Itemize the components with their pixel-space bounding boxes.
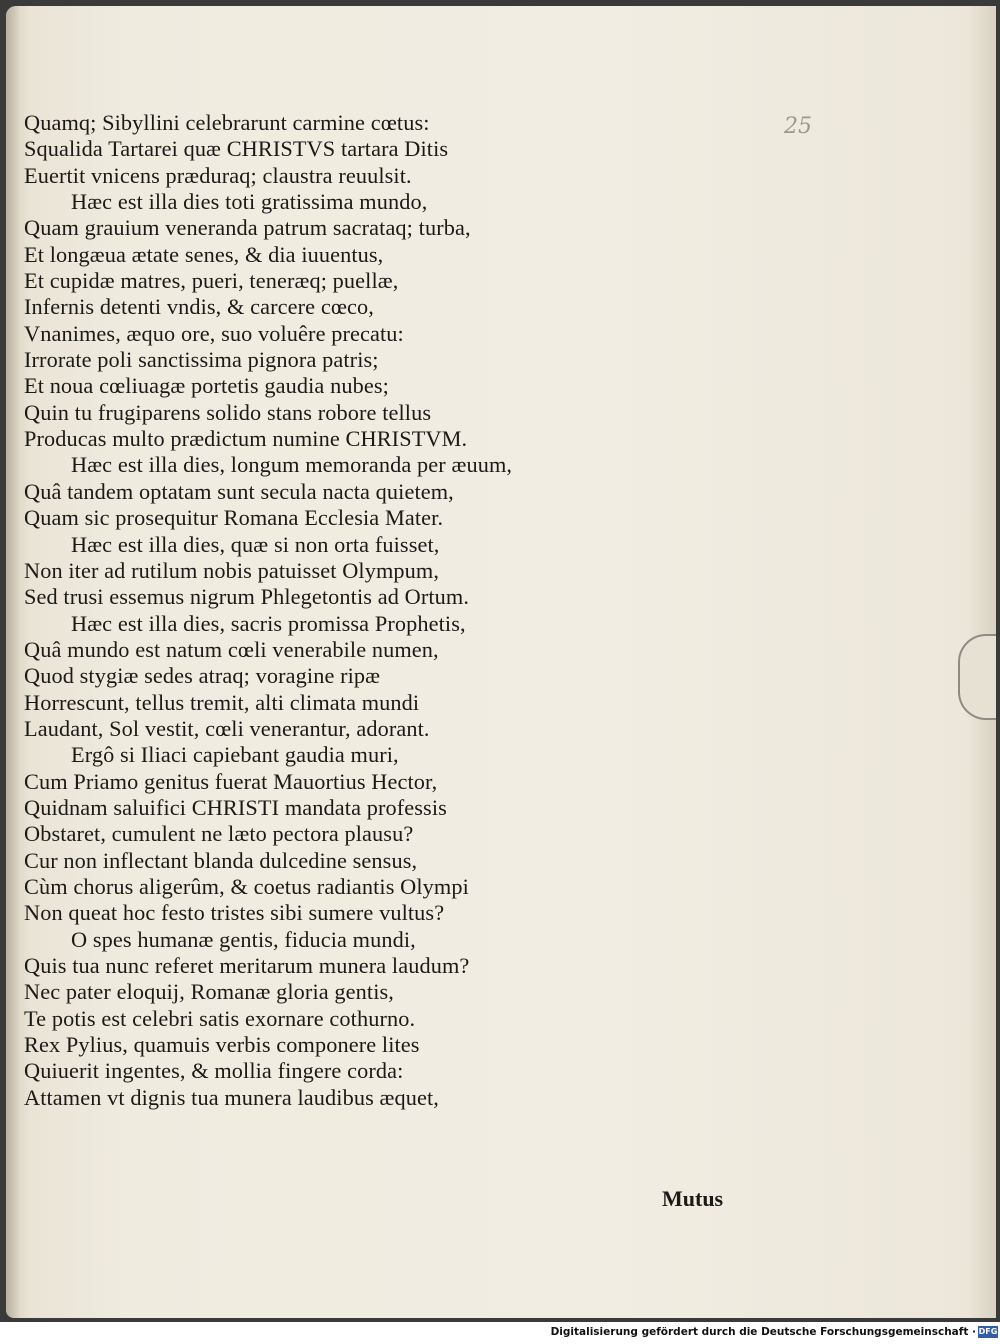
verse-line: Quod stygiæ sedes atraq; voragine ripæ <box>24 663 381 689</box>
dfg-logo-icon: DFG <box>978 1327 998 1336</box>
verse-line: Attamen vt dignis tua munera laudibus æquet, <box>24 1084 439 1110</box>
verse-line: Quâ mundo est natum cœli venerabile numen, <box>24 636 439 662</box>
verse-line: Euertit vnicens præduraq; claustra reuulsit. <box>24 162 412 188</box>
footer-bar <box>0 1322 1000 1344</box>
page-number: 25 <box>784 114 812 139</box>
verse-line: Hæc est illa dies, longum memoranda per æuum, <box>71 452 513 478</box>
verse-line: Et noua cœliuagæ portetis gaudia nubes; <box>24 373 389 399</box>
verse-line: Infernis detenti vndis, & carcere cœco, <box>24 294 374 320</box>
verse-line: Horrescunt, tellus tremit, alti climata mundi <box>24 689 420 715</box>
verse-line: Et cupidæ matres, pueri, teneræq; puellæ, <box>24 268 399 294</box>
verse-line: Cùm chorus aligerûm, & coetus radiantis Olympi <box>24 873 469 899</box>
verse-line: Vnanimes, æquo ore, suo voluêre precatu: <box>24 320 404 346</box>
verse-line: Laudant, Sol vestit, cœli venerantur, adorant. <box>24 715 430 741</box>
verse-line: Cur non inflectant blanda dulcedine sensus, <box>24 847 418 873</box>
verse-line: Non iter ad rutilum nobis patuisset Olympum, <box>24 557 439 583</box>
verse-line: Quam sic prosequitur Romana Ecclesia Mater. <box>24 505 444 531</box>
verse-line: Sed trusi essemus nigrum Phlegetontis ad Ortum. <box>24 584 470 610</box>
verse-line: Cum Priamo genitus fuerat Mauortius Hector, <box>24 768 438 794</box>
verse-line: Irrorate poli sanctissima pignora patris; <box>24 347 379 373</box>
funding-notice: Digitalisierung gefördert durch die Deutsche Forschungsgemeinschaft · <box>550 1326 976 1338</box>
verse-line: Quâ tandem optatam sunt secula nacta quietem, <box>24 478 454 504</box>
verse-line: Hæc est illa dies, quæ si non orta fuisset, <box>71 531 440 557</box>
verse-line: Obstaret, cumulent ne læto pectora plausu? <box>24 821 414 847</box>
verse-line: Quin tu frugiparens solido stans robore tellus <box>24 399 432 425</box>
verse-line: Te potis est celebri satis exornare cothurno. <box>24 1005 416 1031</box>
verse-line: Hæc est illa dies toti gratissima mundo, <box>71 189 428 215</box>
verse-line: Quidnam saluifici CHRISTI mandata professis <box>24 794 447 820</box>
verse-line: Quiuerit ingentes, & mollia fingere corda: <box>24 1058 404 1084</box>
verse-line: Nec pater eloquij, Romanæ gloria gentis, <box>24 979 394 1005</box>
verse-line: Et longæua ætate senes, & dia iuuentus, <box>24 241 384 267</box>
verse-line: Hæc est illa dies, sacris promissa Prophetis, <box>71 610 466 636</box>
catchword: Mutus <box>662 1186 724 1211</box>
verse-line: Producas multo prædictum numine CHRISTVM. <box>24 426 468 452</box>
book-page <box>6 6 996 1318</box>
verse-line: Ergô si Iliaci capiebant gaudia muri, <box>71 742 399 768</box>
poem-text-block <box>24 110 784 1111</box>
verse-line: Rex Pylius, quamuis verbis componere lites <box>24 1032 420 1058</box>
verse-line: Quamq; Sibyllini celebrarunt carmine cœtus: <box>24 110 430 135</box>
verse-line: Quis tua nunc referet meritarum munera laudum? <box>24 953 470 978</box>
verse-line: O spes humanæ gentis, fiducia mundi, <box>71 926 416 952</box>
verse-line: Non queat hoc festo tristes sibi sumere vultus? <box>24 900 445 926</box>
spine-mark <box>6 1156 14 1196</box>
verse-line: Quam grauium veneranda patrum sacrataq; turba, <box>24 215 471 241</box>
verse-line: Squalida Tartarei quæ CHRISTVS tartara Ditis <box>24 136 449 162</box>
